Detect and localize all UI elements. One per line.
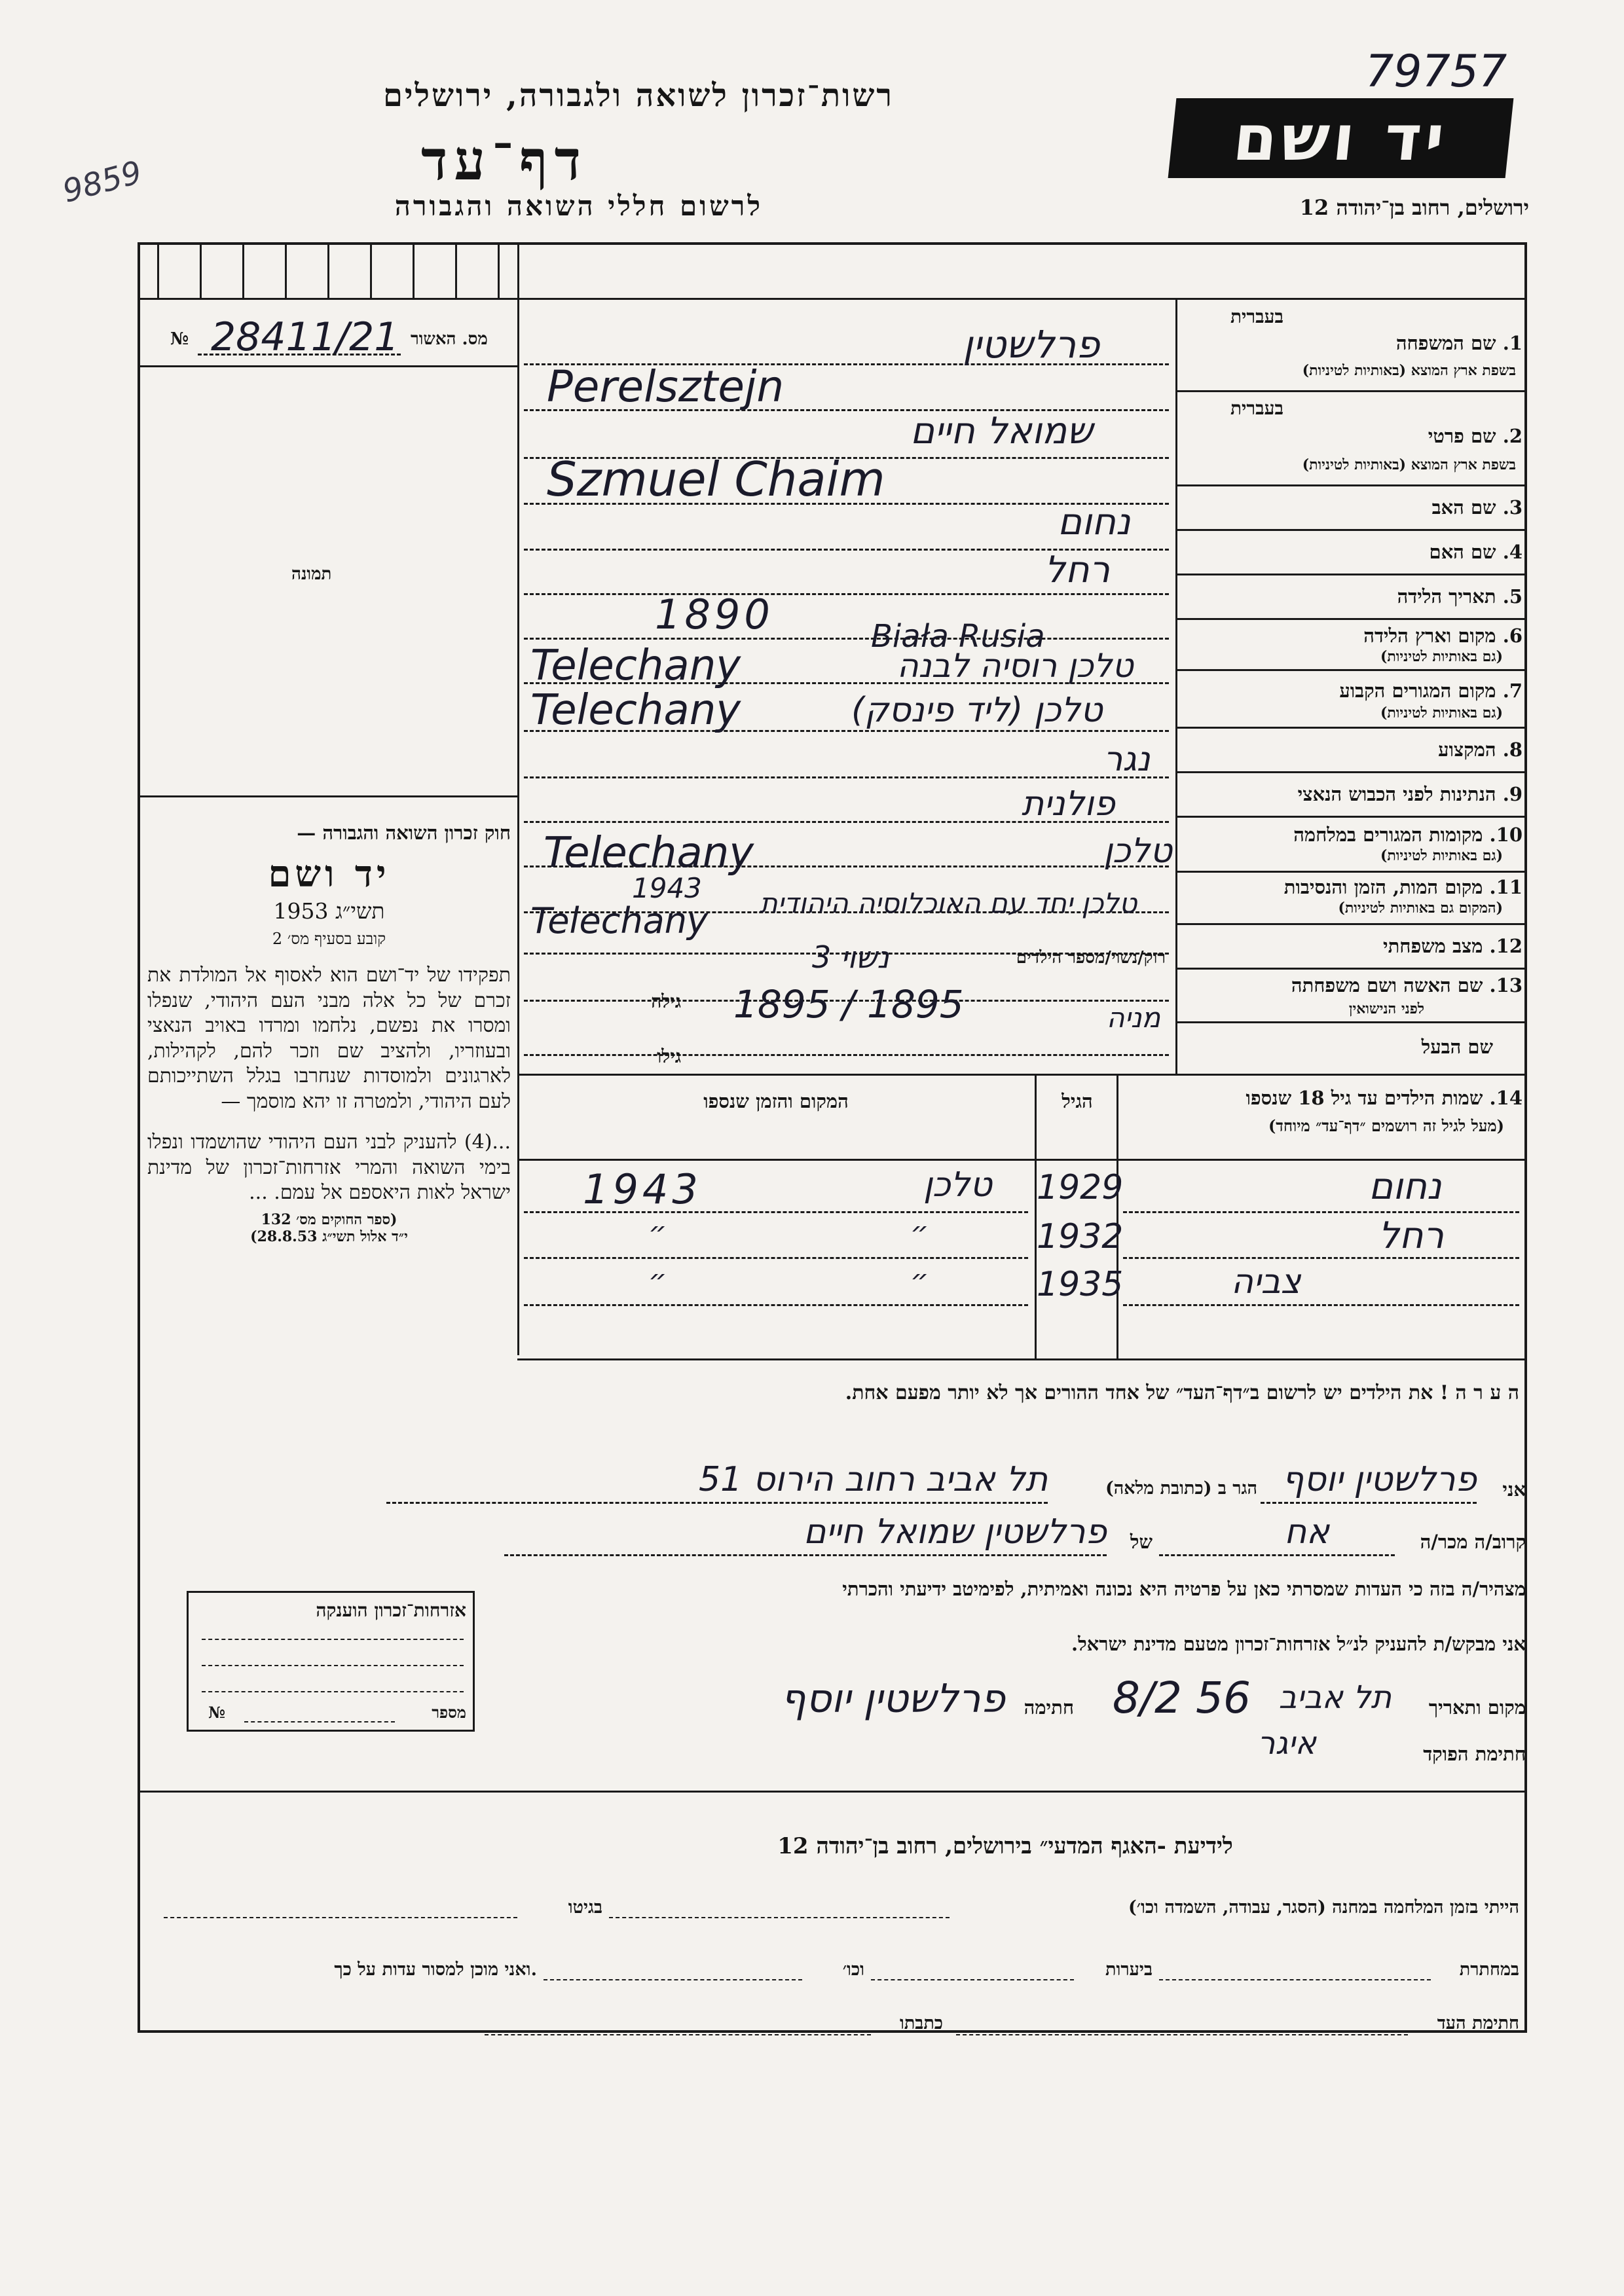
child-place: ״	[910, 1264, 929, 1297]
value-nationality: פולנית	[1022, 784, 1115, 824]
citizenship-box-no-sign: №	[208, 1703, 226, 1722]
field-7-label: 7. מקום המגורים הקבוע	[1339, 680, 1522, 702]
field-7-sub: (גם באותיות לטיניות)	[1380, 704, 1503, 721]
children-sub: (מעל לגיל זה רושמים ״דף־עד״ מיוחד)	[1268, 1116, 1504, 1135]
col-place-label: המקום והזמן שנספו	[703, 1090, 849, 1112]
field-10-label: 10. מקומות המגורים במלחמה	[1293, 824, 1522, 846]
field-11-label: 11. מקום המות, הזמן והנסיבות	[1283, 876, 1522, 898]
value-death-latin: Telechany	[530, 900, 708, 941]
address: ירושלים, רחוב בן־יהודה 12	[1299, 195, 1529, 220]
child-age: 1932	[1037, 1217, 1124, 1256]
field-residence	[1179, 676, 1522, 725]
husband-age-label: גילו	[657, 1046, 681, 1067]
footer-ghetto-label: בגיטו	[568, 1897, 602, 1918]
value-birthplace-extra: Biała Rusia	[871, 618, 1045, 655]
field-given-name	[1179, 396, 1522, 481]
archive-number: 79757	[1365, 46, 1507, 98]
value-profession: נגר	[1103, 740, 1151, 779]
field-6-sub: (גם באותיות לטיניות)	[1380, 648, 1503, 665]
field-6-label: 6. מקום וארץ הלידה	[1363, 625, 1522, 647]
child-place: טלכן	[923, 1165, 992, 1205]
child-year: ״	[648, 1216, 667, 1249]
child-age: 1935	[1037, 1265, 1124, 1304]
field-13-label: 13. שם האשה ושם משפחתה	[1291, 974, 1522, 996]
footer-line-3	[151, 2007, 1519, 2046]
field-10-sub: (גם באותיות לטיניות)	[1380, 847, 1503, 864]
child-year: ״	[648, 1264, 667, 1297]
yad-vashem-logo	[1168, 98, 1514, 178]
value-residence-latin: Telechany	[530, 686, 741, 735]
field-5-label: 5. תאריך הלידה	[1397, 585, 1522, 608]
footer-line-1	[151, 1886, 1519, 1925]
field-9-label: 9. הנתינות לפני הכבוש הנאצי	[1297, 783, 1522, 805]
field-wife-name	[1179, 974, 1522, 1020]
value-residence-he: טלכן (ליד פינסק)	[851, 691, 1103, 730]
field-2-label: 2. שם פרטי	[1428, 425, 1522, 447]
decl-signature-label: חתימה	[1024, 1696, 1074, 1719]
officer-label: חתימת הפוקד	[1423, 1743, 1526, 1765]
value-given-name-latin: Szmuel Chaim	[547, 452, 885, 507]
form-subtitle: לרשום חללי השואה והגבורה	[394, 190, 763, 222]
field-family-name	[1179, 304, 1522, 388]
field-1-lang: בעברית	[1230, 306, 1283, 327]
field-2-lang: בעברית	[1230, 397, 1283, 419]
decl-relation: אח	[1284, 1512, 1329, 1552]
field-4-label: 4. שם האם	[1429, 541, 1522, 563]
value-wartime-residence-he: טלכן	[1103, 831, 1172, 871]
citizenship-box	[187, 1591, 475, 1732]
decl-of-label: של	[1130, 1531, 1153, 1553]
child-age: 1929	[1037, 1168, 1124, 1207]
logo-text: יד ושם	[1230, 101, 1452, 175]
citizenship-box-title: אזרחות־זכרון הוענקה	[316, 1599, 466, 1621]
value-wartime-residence-latin: Telechany	[544, 829, 754, 877]
decl-signature: פרלשטין יוסף	[781, 1676, 1005, 1722]
declaration-line-3: מצהיר/ה בזה כי העדות שמסרתי כאן על פרטיה היא נכונה ואמיתית, לפימיטב ידיעתי והכרתי	[842, 1578, 1526, 1600]
footer-title: לידיעת -האגף המדעי״ בירושלים, רחוב בן־יהודה 12	[777, 1833, 1233, 1859]
law-reference-2: י״ד אלול תשי״ג 28.8.53)	[250, 1228, 408, 1245]
decl-subject-name: פרלשטין שמואל חיים	[803, 1512, 1107, 1552]
footer-address-label: כתבתו	[899, 2013, 943, 2033]
footer-forests-label: ביערות	[1105, 1959, 1153, 1980]
value-marital-status: נשוי 3	[812, 939, 889, 975]
decl-address: תל אביב רחוב הירוס 51	[699, 1460, 1048, 1499]
law-year: תשי״ג 1953	[273, 898, 385, 924]
field-12-label: 12. מצב משפחתי	[1383, 935, 1522, 957]
field-3-label: 3. שם האב	[1431, 496, 1522, 519]
decl-relation-label: קרוב/ה מכר/ה	[1420, 1531, 1526, 1553]
decl-declarant-name: פרלשטין יוסף	[1282, 1460, 1477, 1499]
officer-signature: איגר	[1257, 1725, 1316, 1762]
child-name: נחום	[1369, 1165, 1442, 1208]
value-given-name-he: שמואל חיים	[910, 410, 1093, 452]
child-year: 1943	[583, 1165, 702, 1213]
law-paragraph-2: ...(4) להעניק לבני העם היהודי שהושמדו ונפלו בימי השואה והמרי אזרחות־זכרון של מדינת ישראל לאות היאספם אל עמם. ...	[147, 1131, 511, 1204]
value-death-he: טלכן יחד עם האוכלוסיה היהודית	[760, 887, 1137, 919]
field-birthplace	[1179, 623, 1522, 668]
officer-signature-line	[511, 1725, 1526, 1774]
wife-age-label: גילה	[651, 991, 681, 1012]
child-row	[517, 1165, 1526, 1212]
decl-place-label: מקום ותאריך	[1428, 1696, 1526, 1719]
registration-value: 28411/21	[211, 314, 399, 360]
children-label: 14. שמות הילדים עד גיל 18 שנספו	[1246, 1087, 1522, 1109]
child-name: רחל	[1378, 1214, 1445, 1257]
value-wife-years: 1895 / 1895	[733, 982, 964, 1027]
child-name: צביה	[1231, 1262, 1301, 1302]
value-mother-name: רחל	[1044, 549, 1111, 591]
law-heading: חוק זכרון השואה והגבורה —	[297, 822, 511, 844]
citizenship-box-number-label: מספר	[432, 1703, 466, 1722]
decl-date: 8/2 56	[1112, 1673, 1251, 1723]
declaration-line-4: אני מבקש/ת להעניק לנ״ל אזרחות־זכרון מטעם מדינת ישראל.	[1071, 1633, 1526, 1655]
field-8-label: 8. המקצוע	[1438, 738, 1522, 761]
declaration-line-5	[511, 1673, 1526, 1725]
decl-place: תל אביב	[1278, 1679, 1392, 1716]
registration-label: מס. האשור	[411, 329, 488, 349]
field-husband-label: שם הבעל	[1421, 1036, 1493, 1058]
value-death-year: 1943	[632, 872, 702, 904]
value-family-name-latin: Perelsztejn	[547, 361, 784, 412]
child-place: ״	[910, 1216, 929, 1249]
declaration-line-2	[367, 1512, 1526, 1558]
law-text	[147, 822, 511, 1245]
footer-etc-label: וכו׳	[842, 1959, 864, 1980]
child-row	[517, 1214, 1526, 1262]
form-title: דף־עד	[420, 128, 587, 192]
value-birthplace-latin: Telechany	[530, 642, 741, 690]
decl-address-label: הגר ב (כתובת מלאה)	[1105, 1478, 1257, 1499]
field-13-sub: לפני הנישואין	[1348, 1000, 1424, 1017]
children-header	[1120, 1080, 1522, 1156]
law-reference-1: (ספר החוקים מס׳ 132	[261, 1211, 397, 1228]
photo-label: תמונה	[291, 564, 332, 584]
registration-no-sign: №	[170, 329, 189, 349]
law-clause: קובע בסעיף מס׳ 2	[272, 930, 386, 948]
law-name: יד ושם	[268, 852, 390, 896]
child-row	[517, 1262, 1526, 1309]
field-1-label: 1. שם המשפחה	[1395, 332, 1522, 354]
col-age-label: הגיל	[1061, 1090, 1093, 1112]
footer-line-2	[151, 1948, 1519, 1987]
decl-i: אני	[1502, 1478, 1526, 1501]
field-11-sub: (המקום גם באותיות לטיניות)	[1338, 900, 1503, 917]
value-family-name-he: פרלשטין	[963, 322, 1100, 367]
law-paragraph-1: תפקידו של יד־ושם הוא לאסוף אל המולדת את זכרם של כל אלה מבני העם היהודי, שנפלו ומסרו את נפשם, נלחמו ומרדו באויב הנאצי ובעוזריו, ולהציב שם וזכר להם, לקהילות, לארגונים ולמוסדות שנחרבו בגלל השתייכותם לעם היהודי, ולמטרה זו יהא מוסמך —	[147, 964, 511, 1113]
footer-testimony-label: ואני מוכן למסור עדות על כך.	[334, 1959, 537, 1980]
field-death	[1179, 875, 1522, 922]
footer-camp-label: הייתי בזמן המלחמה במחנה (הסגר, עבודה, השמדה וכו׳)	[1128, 1897, 1519, 1918]
marital-status-label: רוק/נשוי/מספר הילדים	[1016, 948, 1166, 968]
value-birth-date: 1890	[655, 591, 774, 638]
authority-name: רשות־זכרון לשואה ולגבורה, ירושלים	[382, 77, 894, 114]
footer-underground-label: במחתרת	[1459, 1959, 1519, 1980]
children-note: ה ע ר ה ! את הילדים יש לרשום ב״דף־העד״ של אחד ההורים אך לא יותר מפעם אחת.	[845, 1381, 1519, 1404]
field-wartime-residence	[1179, 822, 1522, 869]
registration-number	[152, 314, 509, 360]
value-wife-name: מניה	[1107, 1002, 1161, 1034]
declaration-line-1	[367, 1460, 1526, 1506]
value-father-name: נחום	[1058, 501, 1131, 543]
field-1-sub: בשפת ארץ המוצא (באותיות לטיניות)	[1302, 362, 1516, 379]
margin-note: 9859	[58, 154, 146, 210]
value-birthplace-he: טלכן רוסיה לבנה	[897, 647, 1134, 685]
footer-witness-signature-label: חתימת העד	[1437, 2013, 1519, 2033]
field-2-sub: בשפת ארץ המוצא (באותיות לטיניות)	[1302, 456, 1516, 473]
